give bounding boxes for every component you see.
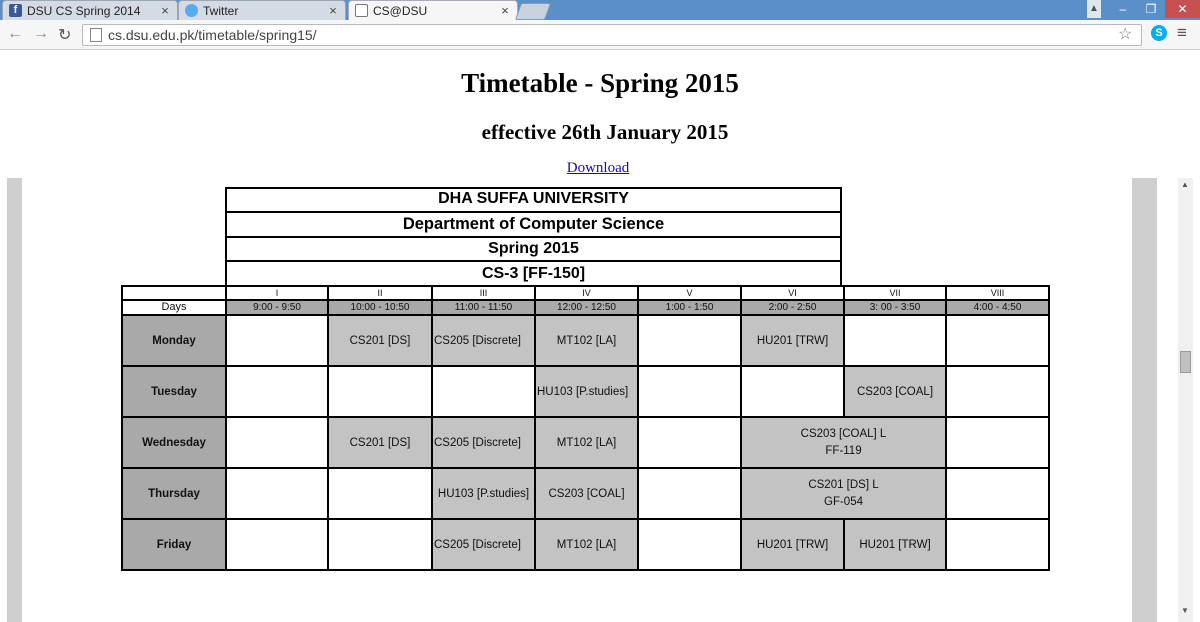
day-label: Wednesday bbox=[122, 417, 226, 468]
class-slot: HU103 [P.studies] bbox=[432, 468, 535, 519]
period-number: II bbox=[328, 286, 432, 300]
scrollbar-thumb[interactable] bbox=[1180, 351, 1191, 373]
class-slot: CS201 [DS] bbox=[328, 417, 432, 468]
lab-slot bbox=[741, 468, 946, 519]
scroll-down-icon[interactable]: ▼ bbox=[1181, 606, 1189, 615]
class-slot bbox=[638, 417, 741, 468]
class-slot: CS205 [Discrete] bbox=[432, 519, 535, 570]
section-name: CS-3 [FF-150] bbox=[225, 260, 842, 287]
corner-cell bbox=[122, 286, 226, 300]
forward-arrow-icon[interactable]: → bbox=[33, 25, 49, 42]
period-time: 9:00 - 9:50 bbox=[226, 300, 328, 315]
period-number: VI bbox=[741, 286, 844, 300]
download-link-wrapper bbox=[0, 160, 1196, 177]
period-number: III bbox=[432, 286, 535, 300]
period-number: VII bbox=[844, 286, 946, 300]
days-header: Days bbox=[122, 300, 226, 315]
page-subtitle: effective 26th January 2015 bbox=[481, 120, 729, 144]
class-slot bbox=[638, 468, 741, 519]
class-slot bbox=[328, 366, 432, 417]
period-time: 12:00 - 12:50 bbox=[535, 300, 638, 315]
page-scrollbar[interactable] bbox=[1178, 178, 1193, 622]
day-label: Thursday bbox=[122, 468, 226, 519]
day-label: Monday bbox=[122, 315, 226, 366]
class-slot bbox=[328, 468, 432, 519]
tab-strip bbox=[0, 0, 1200, 20]
class-slot bbox=[226, 366, 328, 417]
department-name: Department of Computer Science bbox=[225, 211, 842, 238]
back-arrow-icon[interactable]: ← bbox=[7, 25, 23, 42]
tab-twitter[interactable] bbox=[178, 0, 346, 20]
menu-icon[interactable]: ≡ bbox=[1177, 23, 1187, 42]
day-row-tuesday bbox=[122, 366, 1049, 417]
day-label: Tuesday bbox=[122, 366, 226, 417]
minimize-button[interactable]: – bbox=[1119, 2, 1127, 16]
class-slot bbox=[946, 468, 1049, 519]
address-bar[interactable] bbox=[82, 24, 1142, 46]
class-slot: HU103 [P.studies] bbox=[535, 366, 638, 417]
class-slot: CS203 [COAL] bbox=[535, 468, 638, 519]
class-slot: HU201 [TRW] bbox=[741, 519, 844, 570]
restore-button[interactable]: ❐ bbox=[1145, 2, 1157, 16]
scroll-up-icon[interactable]: ▲ bbox=[1181, 180, 1189, 189]
class-slot bbox=[226, 519, 328, 570]
class-slot bbox=[638, 519, 741, 570]
period-number: V bbox=[638, 286, 741, 300]
class-slot: CS205 [Discrete] bbox=[432, 417, 535, 468]
period-time: 11:00 - 11:50 bbox=[432, 300, 535, 315]
lab-room: GF-054 bbox=[824, 495, 863, 508]
tab-title: CS@DSU bbox=[373, 3, 428, 18]
class-slot bbox=[946, 366, 1049, 417]
browser-toolbar bbox=[0, 20, 1200, 50]
lab-course: CS203 [COAL] L bbox=[800, 427, 887, 440]
period-number: VIII bbox=[946, 286, 1049, 300]
day-row-friday bbox=[122, 519, 1049, 570]
class-slot bbox=[946, 417, 1049, 468]
close-tab-icon[interactable]: × bbox=[161, 3, 169, 18]
class-slot: CS203 [COAL] bbox=[844, 366, 946, 417]
period-times-row bbox=[122, 300, 1049, 315]
facebook-icon: f bbox=[9, 4, 22, 17]
class-slot: HU201 [TRW] bbox=[844, 519, 946, 570]
class-slot bbox=[226, 315, 328, 366]
period-time: 3: 00 - 3:50 bbox=[844, 300, 946, 315]
class-slot bbox=[638, 366, 741, 417]
class-slot: HU201 [TRW] bbox=[741, 315, 844, 366]
tab-dsu-cs-spring-2014[interactable] bbox=[2, 0, 178, 20]
page-icon bbox=[90, 28, 102, 42]
period-time: 10:00 - 10:50 bbox=[328, 300, 432, 315]
close-window-button[interactable]: ✕ bbox=[1165, 0, 1200, 18]
class-slot bbox=[844, 315, 946, 366]
period-numbers-row bbox=[122, 286, 1049, 300]
page-title: Timetable - Spring 2015 bbox=[461, 68, 739, 98]
class-slot: CS201 [DS] bbox=[328, 315, 432, 366]
day-label: Friday bbox=[122, 519, 226, 570]
class-slot: MT102 [LA] bbox=[535, 519, 638, 570]
tab-title: Twitter bbox=[203, 3, 239, 18]
close-tab-icon[interactable]: × bbox=[329, 3, 337, 18]
term-name: Spring 2015 bbox=[225, 236, 842, 262]
reload-icon[interactable]: ↻ bbox=[58, 27, 72, 44]
new-tab-button[interactable] bbox=[515, 3, 551, 20]
tab-cs-dsu[interactable] bbox=[348, 0, 518, 20]
day-row-monday bbox=[122, 315, 1049, 366]
tab-title: DSU CS Spring 2014 bbox=[27, 3, 141, 18]
class-slot bbox=[741, 366, 844, 417]
bookmark-star-icon[interactable]: ☆ bbox=[1118, 26, 1133, 43]
day-row-thursday bbox=[122, 468, 1049, 519]
lab-room: FF-119 bbox=[825, 444, 862, 457]
period-number: IV bbox=[535, 286, 638, 300]
day-row-wednesday bbox=[122, 417, 1049, 468]
period-time: 1:00 - 1:50 bbox=[638, 300, 741, 315]
period-time: 2:00 - 2:50 bbox=[741, 300, 844, 315]
download-link[interactable]: Download bbox=[566, 160, 630, 176]
class-slot bbox=[328, 519, 432, 570]
close-tab-icon[interactable]: × bbox=[501, 3, 509, 18]
class-slot: MT102 [LA] bbox=[535, 315, 638, 366]
twitter-icon bbox=[185, 4, 198, 17]
university-name: DHA SUFFA UNIVERSITY bbox=[225, 187, 842, 213]
class-slot bbox=[226, 468, 328, 519]
url-text: cs.dsu.edu.pk/timetable/spring15/ bbox=[108, 27, 317, 43]
lab-course: CS201 [DS] L bbox=[808, 478, 879, 491]
period-number: I bbox=[226, 286, 328, 300]
class-slot bbox=[432, 366, 535, 417]
class-slot bbox=[638, 315, 741, 366]
timetable-grid bbox=[121, 285, 1050, 571]
user-profile-icon[interactable]: ▲ bbox=[1087, 0, 1101, 18]
period-time: 4:00 - 4:50 bbox=[946, 300, 1049, 315]
class-slot bbox=[946, 315, 1049, 366]
class-slot bbox=[226, 417, 328, 468]
lab-slot bbox=[741, 417, 946, 468]
skype-icon[interactable]: S bbox=[1151, 25, 1167, 41]
class-slot: CS205 [Discrete] bbox=[432, 315, 535, 366]
class-slot bbox=[946, 519, 1049, 570]
page-icon bbox=[355, 4, 368, 17]
class-slot: MT102 [LA] bbox=[535, 417, 638, 468]
